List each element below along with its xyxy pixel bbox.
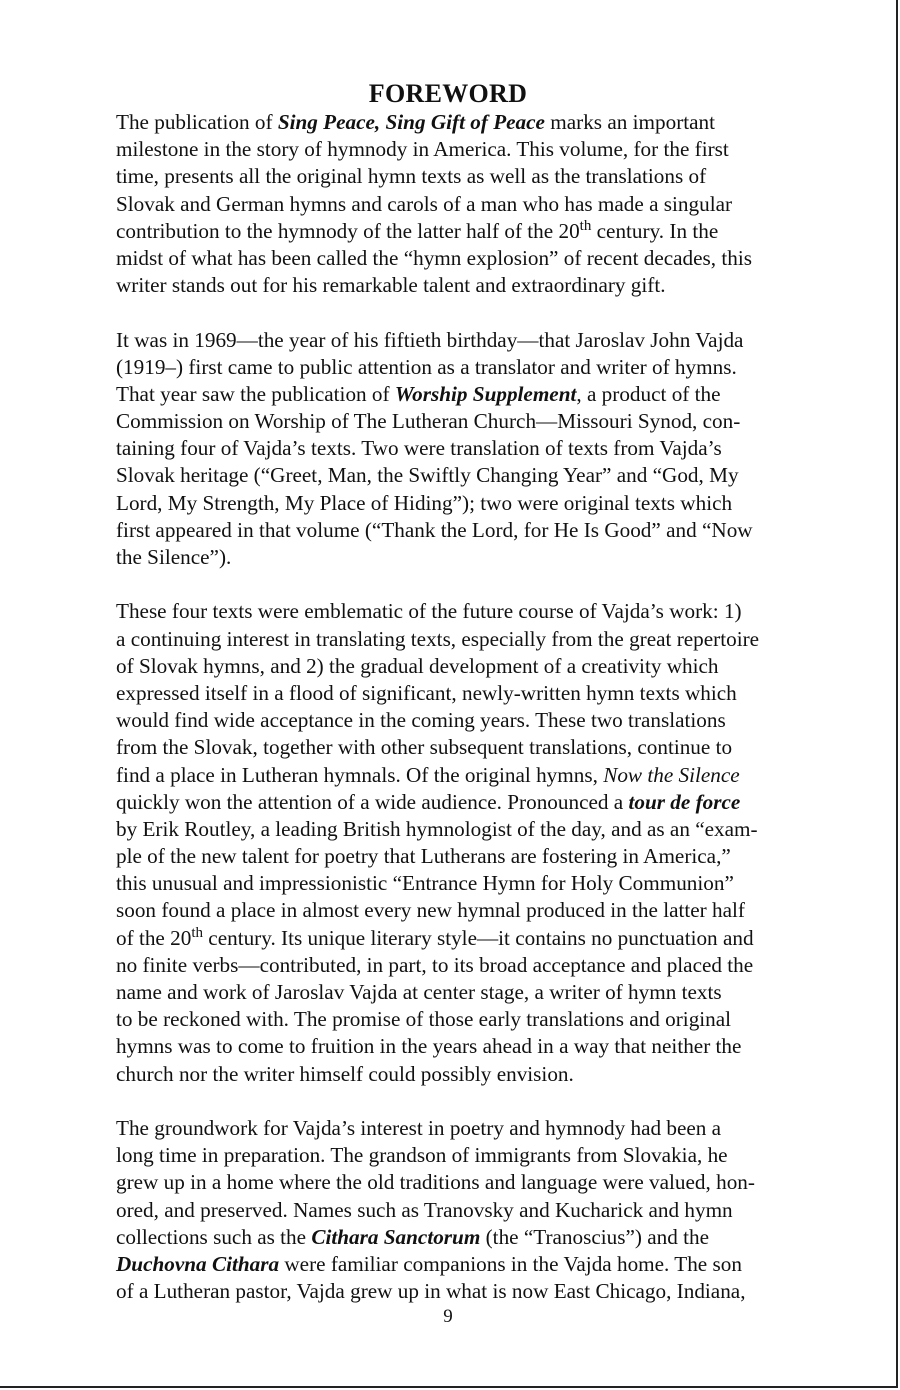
text-line: contribution to the hymnody of the latter half of the 20th century. In the — [116, 217, 719, 243]
text-line: first appeared in that volume (“Thank the Lord, for He Is Good” and “Now — [116, 517, 753, 542]
text-line: to be reckoned with. The promise of those early translations and original — [116, 1007, 732, 1032]
text-line: ored, and preserved. Names such as Tranovsky and Kucharick and hymn — [116, 1197, 733, 1222]
italic-title: Now the Silence — [603, 762, 740, 787]
text-line: The publication of Sing Peace, Sing Gift of Peace marks an important — [116, 110, 716, 134]
text-line: church nor the writer himself could possibly envision. — [116, 1061, 574, 1086]
text-line: from the Slovak, together with other subsequent translations, continue to — [116, 735, 733, 760]
text-line: These four texts were emblematic of the future course of Vajda’s work: 1) — [116, 599, 742, 624]
ordinal-superscript: th — [579, 217, 592, 234]
emphasized-title: Worship Supplement — [394, 381, 577, 406]
paragraph — [116, 1115, 816, 1305]
text-line: Duchovna Cithara were familiar companions in the Vajda home. The son — [116, 1251, 742, 1276]
text-line: Slovak heritage (“Greet, Man, the Swiftly Changing Year” and “God, My — [116, 463, 739, 488]
text-line: It was in 1969—the year of his fiftieth birthday—that Jaroslav John Vajda — [116, 327, 744, 352]
text-line: no finite verbs—contributed, in part, to its broad acceptance and placed the — [116, 952, 754, 977]
emphasized-title: Cithara Sanctorum — [311, 1224, 481, 1249]
emphasized-title: tour de force — [628, 789, 741, 814]
text-line: find a place in Lutheran hymnals. Of the original hymns, Now the Silence — [116, 762, 740, 787]
paragraph-gap — [116, 571, 816, 598]
text-line: The groundwork for Vajda’s interest in poetry and hymnody had been a — [116, 1115, 722, 1140]
text-line: long time in preparation. The grandson of immigrants from Slovakia, he — [116, 1143, 728, 1168]
text-line: (1919–) first came to public attention as a translator and writer of hymns. — [116, 354, 737, 379]
paragraph-gap — [116, 1088, 816, 1115]
text-line: of a Lutheran pastor, Vajda grew up in what is now East Chicago, Indiana, — [116, 1279, 746, 1304]
text-line: Slovak and German hymns and carols of a man who has made a singular — [116, 191, 733, 216]
text-line: expressed itself in a flood of significant, newly-written hymn texts which — [116, 680, 737, 705]
text-line: That year saw the publication of Worship Supplement, a product of the — [116, 381, 721, 406]
text-line: would find wide acceptance in the coming years. These two translations — [116, 708, 726, 733]
ordinal-superscript: th — [191, 924, 203, 941]
text-line: of Slovak hymns, and 2) the gradual development of a creativity which — [116, 653, 719, 678]
text-line: grew up in a home where the old traditions and language were valued, hon- — [116, 1170, 755, 1195]
text-line: the Silence”). — [116, 545, 232, 569]
text-line: name and work of Jaroslav Vajda at center stage, a writer of hymn texts — [116, 980, 722, 1004]
text-line: soon found a place in almost every new hymnal produced in the latter half — [116, 898, 745, 923]
emphasized-title: Duchovna Cithara — [116, 1251, 280, 1276]
text-line: writer stands out for his remarkable talent and extraordinary gift. — [116, 273, 666, 298]
page-number: 9 — [443, 1306, 453, 1327]
text-line: midst of what has been called the “hymn explosion” of recent decades, this — [116, 245, 753, 270]
paragraph — [116, 109, 816, 299]
paragraph — [116, 598, 816, 1087]
text-line: by Erik Routley, a leading British hymnologist of the day, and as an “exam- — [116, 816, 758, 841]
text-line: Commission on Worship of The Lutheran Church—Missouri Synod, con- — [116, 409, 741, 434]
text-line: hymns was to come to fruition in the years ahead in a way that neither the — [116, 1034, 742, 1059]
text-line: time, presents all the original hymn texts as well as the translations of — [116, 164, 707, 189]
body-text — [116, 109, 816, 1305]
text-line: taining four of Vajda’s texts. Two were translation of texts from Vajda’s — [116, 436, 722, 461]
text-line: Lord, My Strength, My Place of Hiding”); two were original texts which — [116, 490, 733, 515]
text-line: this unusual and impressionistic “Entrance Hymn for Holy Communion” — [116, 871, 734, 896]
text-line: collections such as the Cithara Sanctorum (the “Tranoscius”) and the — [116, 1224, 710, 1249]
paragraph — [116, 327, 816, 572]
paragraph-gap — [116, 299, 816, 326]
text-line: ple of the new talent for poetry that Lutherans are fostering in America,” — [116, 844, 731, 869]
text-line: of the 20th century. Its unique literary style—it contains no punctuation and — [116, 924, 754, 950]
text-line: milestone in the story of hymnody in America. This volume, for the first — [116, 137, 729, 162]
text-line: quickly won the attention of a wide audience. Pronounced a tour de force — [116, 789, 741, 814]
text-line: a continuing interest in translating texts, especially from the great repertoire — [116, 626, 760, 651]
page-title: FOREWORD — [368, 79, 528, 108]
emphasized-title: Sing Peace, Sing Gift of Peace — [277, 110, 545, 134]
